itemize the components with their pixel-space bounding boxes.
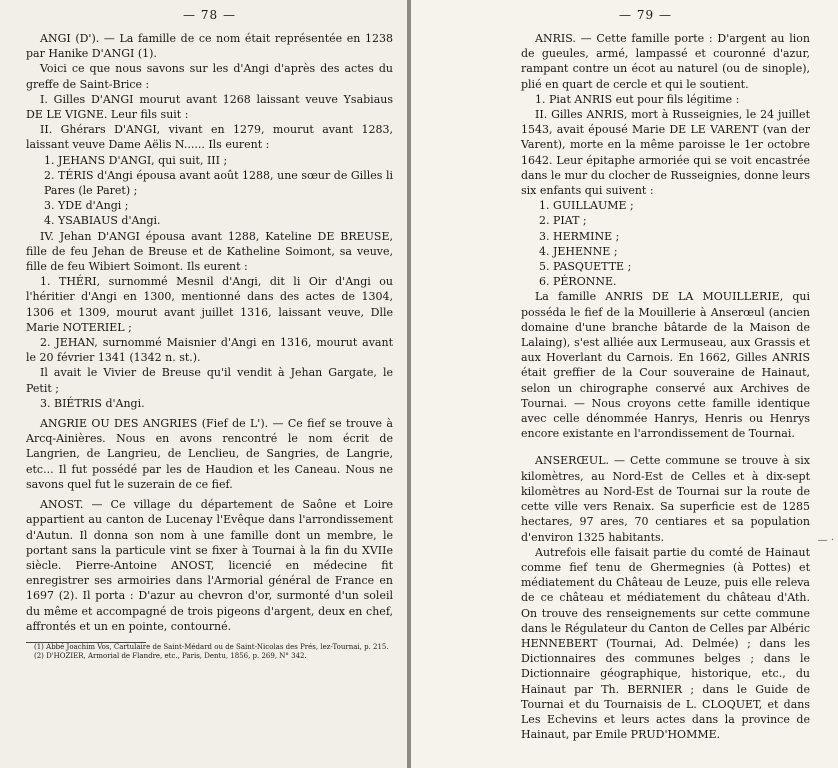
anris-generation-2: II. Gilles ANRIS, mort à Russeignies, le 24 juillet 1543, avait épousé Marie DE LE VARENT (van der Varent), morte en la même paroisse le 1er octobre 1642. Leur épitaphe armoriée qui se voit encastrée dans le mur du clocher de Russeignies, donne leurs six enfants qui suivent : xyxy=(521,108,810,198)
anris-children-list xyxy=(521,198,810,289)
anris-child-3: 3. HERMINE ; xyxy=(539,229,620,243)
angi-vivier: Il avait le Vivier de Breuse qu'il vendit à Jehan Gargate, le Petit ; xyxy=(26,366,393,395)
angi-paragraph-4: II. Ghérars D'ANGI, vivant en 1279, mourut avant 1283, laissant veuve Dame Aëlis N...... Ils eurent : xyxy=(26,123,393,152)
angi-children-list-1 xyxy=(26,153,393,229)
footnote-2: (2) D'HOZIER, Armorial de Flandre, etc., Paris, Dentu, 1856, p. 269, N° 342. xyxy=(34,652,307,661)
angi-paragraph-2: Voici ce que nous savons sur les d'Angi d'après des actes du greffe de Saint-Brice : xyxy=(26,62,393,91)
angi-bietris: 3. BIÉTRIS d'Angi. xyxy=(40,396,145,410)
angi-child-2: 2. TÉRIS d'Angi épousa avant août 1288, une sœur de Gilles li Pares (le Paret) ; xyxy=(44,168,393,198)
anost-entry: ANOST. — Ce village du département de Saône et Loire appartient au canton de Lucenay l'Evêque dans l'arrondissement d'Autun. Il donna son nom à une famille dont un membre, le portant sans la particule vint se fixer à Tournai à la fin du XVIIe siècle. Pierre-Antoine ANOST, licencié en médecine fit enregistrer ses armoiries dans l'Armorial général de France en 1697 (2). Il porta : D'azur au chevron d'or, surmonté d'un soleil du même et accompagné de trois pigeons d'argent, deux en chef, affrontés et un en pointe, contourné. xyxy=(26,498,393,633)
angi-theri: 1. THÉRI, surnommé Mesnil d'Angi, dit li Oir d'Angi ou l'héritier d'Angi en 1300, mentionné dans des actes de 1304, 1306 et 1309, mourut avant juillet 1316, laissant veuve, Dlle Marie NOTERIEL ; xyxy=(26,275,393,334)
page-number-78: — 78 — xyxy=(183,8,236,22)
anris-mouillerie: La famille ANRIS DE LA MOUILLERIE, qui posséda le fief de la Mouillerie à Anserœul (ancien domaine d'une branche bâtarde de la Maison de Lalaing), s'est alliée aux Lermuseau, aux Grassis et aux Hoverlant du Carnois. En 1662, Gilles ANRIS était greffier de la Cour souveraine de Hainaut, selon un chirographe conservé aux Archives de Tournai. — Nous croyons cette famille identique avec celle dénommée Hanrys, Henris ou Henrys encore existante en l'arrondissement de Tournai. xyxy=(521,290,810,441)
angi-child-1: 1. JEHANS D'ANGI, qui suit, III ; xyxy=(44,153,228,167)
footnote-1: (1) Abbé Joachim Vos, Cartulaire de Saint-Médard ou de Saint-Nicolas des Prés, lez-Tournai, p. 215. xyxy=(34,642,389,651)
anris-generation-1: 1. Piat ANRIS eut pour fils légitime : xyxy=(535,92,740,106)
angi-paragraph-1: ANGI (D'). — La famille de ce nom était représentée en 1238 par Hanike D'ANGI (1). xyxy=(26,32,393,61)
anseroeul-history: Autrefois elle faisait partie du comté de Hainaut comme fief tenu de Ghermegnies (à Pottes) et médiatement du Château de Leuze, puis elle releva de ce château et médiatement du château d'Ath. On trouve des renseignements sur cette commune dans le Régulateur du Canton de Celles par Albéric HENNEBERT (Tournai, Ad. Delmée) ; dans les Dictionnaires des communes belges ; dans le Dictionnaire géographique, historique, etc., du Hainaut par Th. BERNIER ; dans le Guide de Tournai et du Tournaisis de L. CLOQUET, et dans Les Echevins et leurs actes dans la province de Hainaut, par Emile PRUD'HOMME. xyxy=(521,545,810,742)
angi-child-4: 4. YSABIAUS d'Angi. xyxy=(44,214,161,228)
right-page xyxy=(411,0,838,768)
margin-mark: — · xyxy=(817,535,834,546)
anris-child-5: 5. PASQUETTE ; xyxy=(539,260,632,274)
angi-child-3: 3. YDE d'Angi ; xyxy=(44,199,129,213)
page-number-79: — 79 — xyxy=(619,8,672,22)
anseroeul-entry: ANSERŒUL. — Cette commune se trouve à six kilomètres, au Nord-Est de Celles et à dix-sept kilomètres au Nord-Est de Tournai sur la route de cette ville vers Renaix. Sa superficie est de 1285 hectares, 97 ares, 70 centiares et sa population d'environ 1325 habitants. xyxy=(521,454,810,544)
angi-paragraph-5: IV. Jehan D'ANGI épousa avant 1288, Kateline DE BREUSE, fille de feu Jehan de Breuse et de Katheline Soimont, sa veuve, fille de feu Wibiert Soimont. Ils eurent : xyxy=(26,229,393,274)
angrie-entry: ANGRIE OU DES ANGRIES (Fief de L'). — Ce fief se trouve à Arcq-Ainières. Nous en avons rencontré le nom écrit de Langrien, de Langrieu, de Lenclieu, de Sangries, de Langrie, etc... Il fut possédé par les de Haudion et les Caneau. Nous ne savons quel fut le suzerain de ce fief. xyxy=(26,417,393,491)
angi-paragraph-3: I. Gilles D'ANGI mourut avant 1268 laissant veuve Ysabiaus DE LE VIGNE. Leur fils suit : xyxy=(26,92,393,122)
footnotes xyxy=(26,642,393,662)
anris-intro: ANRIS. — Cette famille porte : D'argent au lion de gueules, armé, lampassé et couronné d'azur, rampant contre un écot au naturel (ou de sinople), plié en quart de cercle et qui le soutient. xyxy=(521,32,810,91)
angi-jehan: 2. JEHAN, surnommé Maisnier d'Angi en 1316, mourut avant le 20 février 1341 (1342 n. st.). xyxy=(26,336,393,365)
anris-child-4: 4. JEHENNE ; xyxy=(539,244,618,258)
anris-child-6: 6. PÉRONNE. xyxy=(539,275,617,289)
left-page xyxy=(0,0,407,768)
anris-child-2: 2. PIAT ; xyxy=(539,214,587,228)
anris-child-1: 1. GUILLAUME ; xyxy=(539,199,634,213)
